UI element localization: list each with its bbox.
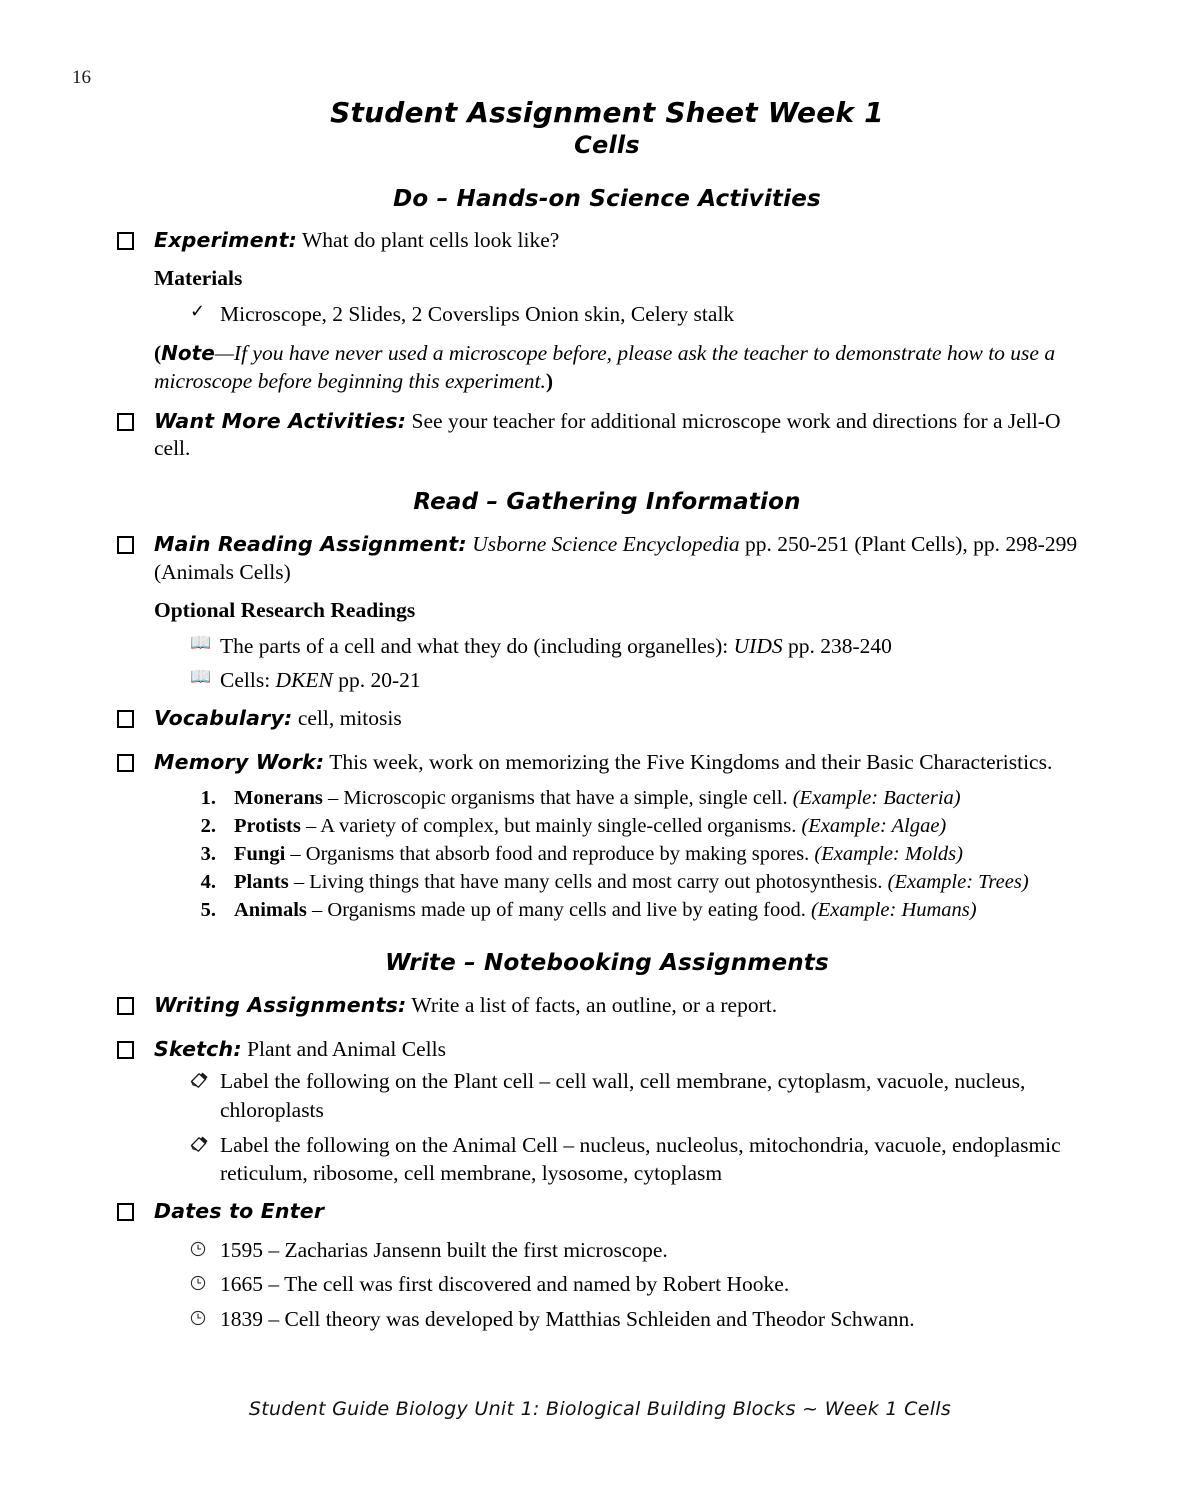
- reading-source: Usborne Science Encyclopedia: [466, 531, 740, 556]
- item-label: Sketch:: [154, 1036, 242, 1061]
- list-item: [190, 1305, 1102, 1334]
- checkbox-icon[interactable]: [117, 997, 134, 1015]
- kingdom-desc: A variety of complex, but mainly single-celled organisms.: [320, 814, 802, 837]
- page-subtitle: Cells: [574, 131, 640, 160]
- checkbox-icon[interactable]: [117, 1041, 134, 1059]
- item-text: cell, mitosis: [292, 705, 402, 730]
- list-item: [190, 841, 1102, 868]
- item-text: Plant and Animal Cells: [241, 1036, 446, 1061]
- materials-item-text: Microscope, 2 Slides, 2 Coverslips Onion skin, Celery stalk: [220, 302, 735, 327]
- clock-icon: [190, 1236, 214, 1264]
- reading-text: Cells:: [220, 668, 276, 693]
- kingdom-example: (Example: Humans): [810, 898, 977, 921]
- section-heading-do: Do – Hands-on Science Activities: [393, 185, 821, 212]
- checkbox-icon[interactable]: [117, 754, 134, 772]
- list-number: 4.: [200, 870, 216, 893]
- kingdom-example: (Example: Bacteria): [792, 786, 961, 809]
- reading-source: DKEN: [275, 668, 333, 693]
- kingdom-desc: Living things that have many cells and most carry out photosynthesis.: [309, 870, 888, 893]
- kingdom-dash: –: [288, 870, 310, 893]
- checklist-item-main-reading[interactable]: [112, 531, 1102, 587]
- sketch-label-text: Label the following on the Animal Cell – nucleus, nucleolus, mitochondria, vacuole, endoplasmic reticulum, ribosome, cell membrane, lysosome, cytoplasm: [220, 1132, 1061, 1186]
- five-kingdoms-list: [112, 785, 1102, 924]
- list-item: [190, 897, 1102, 924]
- book-icon: 📖: [190, 632, 212, 653]
- item-label: Vocabulary:: [154, 705, 293, 730]
- list-item: [190, 1067, 1102, 1124]
- kingdom-example: (Example: Trees): [887, 870, 1029, 893]
- kingdom-desc: Organisms that absorb food and reproduce by making spores.: [305, 842, 815, 865]
- item-text: See your teacher for additional microscope work and directions for a Jell-O cell.: [154, 408, 1061, 461]
- kingdom-name: Plants: [234, 870, 289, 893]
- checklist-item-experiment[interactable]: [112, 227, 1102, 255]
- reading-source: UIDS: [733, 633, 783, 658]
- item-label: Dates to Enter: [154, 1198, 325, 1223]
- item-label: Main Reading Assignment:: [154, 531, 467, 556]
- list-item: [190, 632, 1102, 661]
- section-heading-write: Write – Notebooking Assignments: [385, 950, 829, 977]
- pencil-icon: [190, 1131, 214, 1153]
- list-item: [190, 300, 1102, 329]
- clock-icon: [190, 1305, 214, 1333]
- kingdom-name: Animals: [234, 898, 307, 921]
- date-text: 1595 – Zacharias Jansenn built the first microscope.: [220, 1237, 668, 1262]
- experiment-note: [154, 339, 1102, 396]
- item-label: Memory Work:: [154, 749, 325, 774]
- reading-text: The parts of a cell and what they do (including organelles):: [220, 633, 734, 658]
- sketch-label-text: Label the following on the Plant cell – cell wall, cell membrane, cytoplasm, vacuole, nucleus, chloroplasts: [220, 1069, 1026, 1123]
- item-label: Want More Activities:: [154, 408, 407, 433]
- list-item: [190, 1270, 1102, 1299]
- page-footer: Student Guide Biology Unit 1: Biological Building Blocks ~ Week 1 Cells: [248, 1398, 952, 1420]
- kingdom-dash: –: [300, 814, 321, 837]
- item-text: This week, work on memorizing the Five Kingdoms and their Basic Characteristics.: [324, 749, 1053, 774]
- kingdom-name: Protists: [234, 814, 301, 837]
- kingdom-desc: Organisms made up of many cells and live by eating food.: [327, 898, 811, 921]
- checkbox-icon[interactable]: [117, 710, 134, 728]
- note-dash: —: [214, 340, 234, 365]
- list-number: 5.: [200, 898, 216, 921]
- list-item: [190, 813, 1102, 840]
- kingdom-example: (Example: Algae): [801, 814, 947, 837]
- note-body: If you have never used a microscope before, please ask the teacher to demonstrate how to use a microscope before beginning this experiment.: [154, 340, 1056, 394]
- item-text: What do plant cells look like?: [297, 228, 560, 253]
- list-item: [190, 1236, 1102, 1265]
- materials-list: [112, 300, 1102, 329]
- checkbox-icon[interactable]: [117, 536, 134, 554]
- list-item: [190, 666, 1102, 695]
- optional-research-heading: Optional Research Readings: [154, 597, 416, 622]
- checklist-item-dates-to-enter[interactable]: [112, 1198, 1102, 1226]
- reading-pages: pp. 238-240: [782, 633, 892, 658]
- checkbox-icon[interactable]: [117, 413, 134, 431]
- item-label: Experiment:: [154, 228, 297, 253]
- kingdom-dash: –: [306, 898, 328, 921]
- clock-icon: [190, 1270, 214, 1298]
- reading-pages: pp. 250-251 (Plant Cells), pp. 298-299 (Animals Cells): [154, 531, 1078, 584]
- kingdom-example: (Example: Molds): [814, 842, 963, 865]
- list-number: 1.: [200, 786, 216, 809]
- checkbox-icon[interactable]: [117, 1203, 134, 1221]
- checklist-item-want-more-activities[interactable]: [112, 408, 1102, 464]
- list-item: [190, 1131, 1102, 1188]
- date-text: 1839 – Cell theory was developed by Matthias Schleiden and Theodor Schwann.: [220, 1306, 915, 1331]
- checklist-item-memory-work[interactable]: [112, 749, 1102, 777]
- checklist-item-vocabulary[interactable]: [112, 705, 1102, 733]
- date-text: 1665 – The cell was first discovered and named by Robert Hooke.: [220, 1272, 790, 1297]
- kingdom-desc: Microscopic organisms that have a simple, single cell.: [343, 786, 793, 809]
- list-item: [190, 869, 1102, 896]
- book-icon: 📖: [190, 667, 212, 688]
- kingdom-name: Monerans: [234, 786, 323, 809]
- reading-pages: pp. 20-21: [332, 668, 421, 693]
- page-title: Student Assignment Sheet Week 1: [330, 96, 884, 129]
- section-heading-read: Read – Gathering Information: [413, 489, 801, 516]
- checklist-item-sketch[interactable]: [112, 1036, 1102, 1064]
- page-number: 16: [72, 67, 91, 88]
- item-text: Write a list of facts, an outline, or a report.: [406, 992, 778, 1017]
- document-content: [112, 96, 1102, 1344]
- note-close-paren: ): [545, 369, 554, 394]
- list-number: 2.: [200, 814, 216, 837]
- pencil-icon: [190, 1067, 214, 1089]
- checkmark-icon: ✓: [190, 301, 206, 323]
- note-open-paren: (: [154, 340, 162, 365]
- sketch-labels-list: [112, 1067, 1102, 1187]
- item-label: Writing Assignments:: [154, 992, 407, 1017]
- checkbox-icon[interactable]: [117, 232, 134, 250]
- kingdom-name: Fungi: [234, 842, 286, 865]
- note-word: Note: [161, 340, 215, 365]
- dates-list: [112, 1236, 1102, 1334]
- list-item: [190, 785, 1102, 812]
- materials-heading: Materials: [154, 266, 243, 291]
- checklist-item-writing-assignments[interactable]: [112, 992, 1102, 1020]
- optional-research-list: [112, 632, 1102, 695]
- kingdom-dash: –: [322, 786, 344, 809]
- list-number: 3.: [200, 842, 216, 865]
- kingdom-dash: –: [285, 842, 306, 865]
